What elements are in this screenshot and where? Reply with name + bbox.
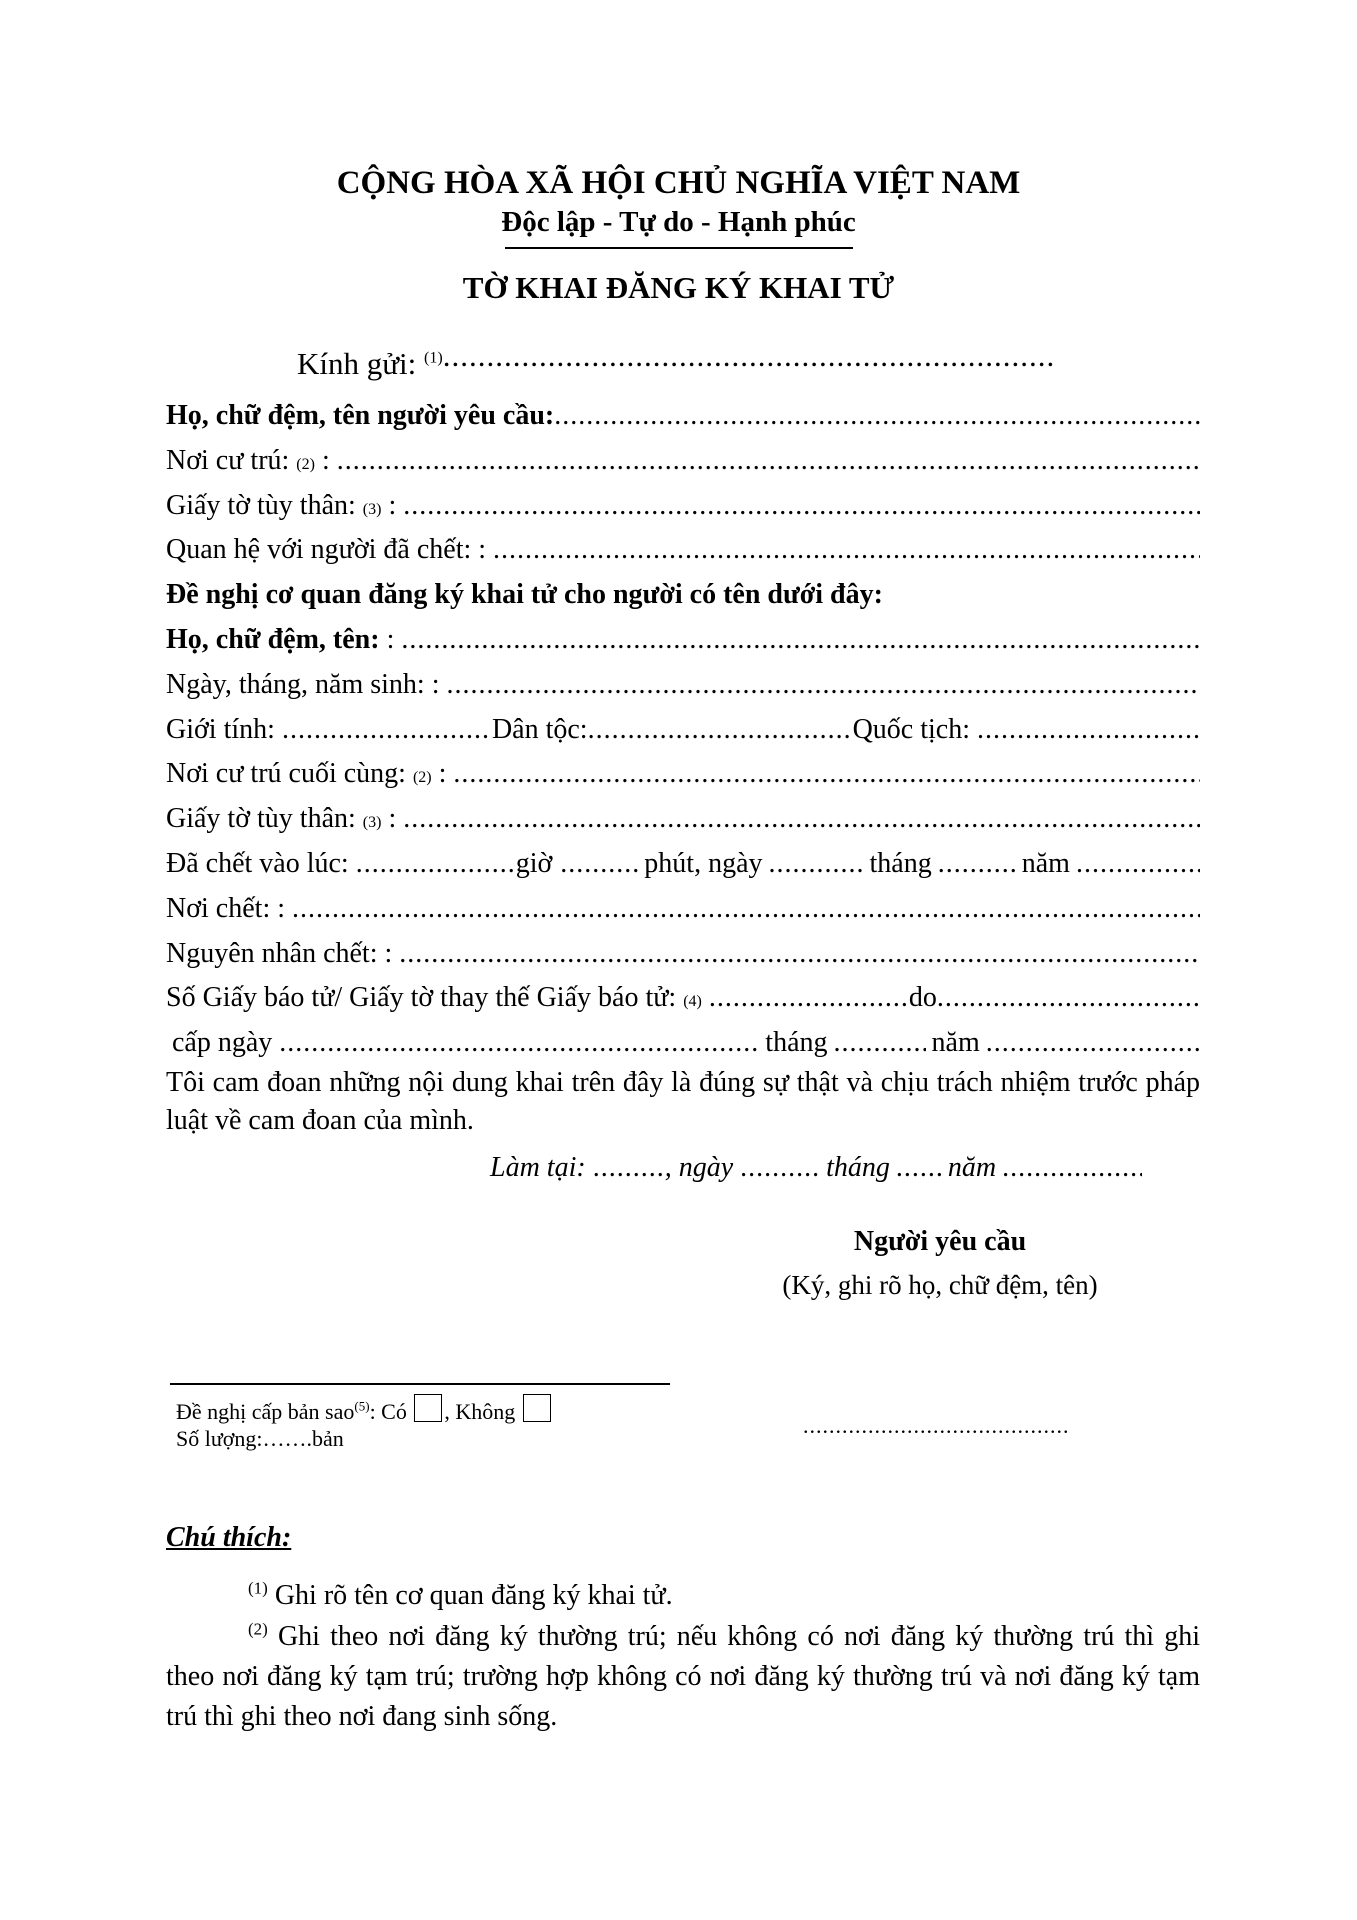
national-motto: Độc lập - Tự do - Hạnh phúc [501, 206, 856, 238]
request-heading-row [166, 579, 1200, 624]
copy-request-line [176, 1394, 553, 1425]
copy-yes-label: : Có [369, 1399, 407, 1424]
form-title: TỜ KHAI ĐĂNG KÝ KHAI TỬ [462, 270, 895, 305]
minute-day-label: phút, ngày [644, 847, 763, 879]
issued-by-field[interactable] [937, 982, 1200, 1014]
relation-label: Quan hệ với người đã chết: : [166, 534, 487, 566]
national-header [0, 163, 1357, 249]
death-time-label: Đã chết vào lúc: [166, 847, 349, 879]
note-item-2 [166, 1617, 1200, 1737]
recipient-note: (1) [424, 349, 443, 367]
death-time-row [166, 848, 1200, 893]
requester-name-field[interactable] [554, 400, 1200, 432]
gender-field[interactable] [282, 714, 492, 746]
note-item-1 [166, 1576, 1200, 1616]
national-title: CỘNG HÒA XÃ HỘI CHỦ NGHĨA VIỆT NAM [336, 165, 1021, 201]
cause-row [166, 938, 1200, 983]
made-at-field[interactable] [593, 1152, 665, 1184]
death-hour-field[interactable] [356, 848, 516, 880]
notes-title: Chú thích: [166, 1522, 292, 1553]
requester-id-label: Giấy tờ tùy thân: [166, 489, 356, 521]
relation-field[interactable] [493, 534, 1200, 566]
note-1-text: Ghi rõ tên cơ quan đăng ký khai tử. [267, 1580, 673, 1611]
death-place-label: Nơi chết: : [166, 892, 285, 924]
death-year-field[interactable] [1076, 848, 1200, 880]
recipient-label: Kính gửi: [297, 346, 417, 381]
death-place-row [166, 893, 1200, 938]
hour-label: giờ [515, 847, 553, 879]
ethnicity-label: Dân tộc: [491, 713, 588, 745]
last-residence-row: Nơi cư trú cuối cùng: (2) : ..... [166, 758, 1200, 803]
requester-residence-field[interactable] [337, 445, 1200, 477]
note-2-marker: (2) [248, 1619, 268, 1639]
requester-name-row: Họ, chữ đệm, tên người yêu cầu : ..... [166, 400, 1200, 445]
request-heading: Đề nghị cơ quan đăng ký khai tử cho người có tên dưới đây: [166, 579, 883, 611]
death-month-field[interactable] [938, 848, 1016, 880]
issue-year-field[interactable] [986, 1027, 1200, 1059]
recipient-line [297, 338, 1053, 382]
day-label: , ngày [664, 1152, 734, 1183]
note-2-text: Ghi theo nơi đăng ký thường trú; nếu không có nơi đăng ký thường trú thì ghi theo nơi đăng ký tạm trú; trường hợp không có nơi đăng ký thường trú và nơi đăng ký tạm trú thì ghi theo nơi đang sinh sống. [166, 1621, 1200, 1732]
issue-day-field[interactable] [279, 1027, 759, 1059]
cause-field[interactable] [399, 938, 1200, 970]
last-residence-label: Nơi cư trú cuối cùng: [166, 758, 406, 790]
relation-row [166, 534, 1200, 579]
last-residence-field[interactable] [453, 758, 1200, 790]
sign-month-label: tháng [826, 1152, 890, 1183]
declaration-text: Tôi cam đoan những nội dung khai trên đây là đúng sự thật và chịu trách nhiệm trước pháp luật về cam đoan của mình. [166, 1067, 1200, 1136]
copy-no-label: , Không [444, 1399, 516, 1424]
copy-request-label: Đề nghị cấp bản sao [176, 1399, 355, 1424]
requester-name-label: Họ, chữ đệm, tên người yêu cầu [166, 400, 545, 431]
requester-residence-row: Nơi cư trú: (2) : ..... [166, 445, 1200, 490]
nationality-field[interactable] [977, 714, 1200, 746]
deceased-name-field[interactable] [401, 624, 1200, 656]
copy-no-checkbox[interactable] [523, 1394, 551, 1422]
gender-ethnicity-nationality-row [166, 714, 1200, 759]
signature-field[interactable] [803, 1413, 1069, 1439]
issue-year-label: năm [931, 1027, 980, 1059]
sign-year-field[interactable] [1002, 1152, 1142, 1184]
certificate-label: Số Giấy báo tử/ Giấy tờ thay thế Giấy báo tử: [166, 982, 677, 1014]
dob-row [166, 669, 1200, 714]
issue-date-label: cấp ngày [172, 1027, 273, 1059]
copy-yes-checkbox[interactable] [414, 1394, 442, 1422]
form-fields [166, 400, 1200, 1072]
cause-label: Nguyên nhân chết: : [166, 937, 393, 969]
made-at-label: Làm tại: [490, 1152, 586, 1183]
sign-day-field[interactable] [740, 1152, 820, 1184]
requester-id-row: Giấy tờ tùy thân: (3) : ..... [166, 490, 1200, 535]
issue-month-field[interactable] [834, 1027, 926, 1059]
dob-label: Ngày, tháng, năm sinh: : [166, 668, 440, 700]
year-label: năm [1021, 847, 1070, 879]
deceased-name-label: Họ, chữ đệm, tên: [166, 623, 380, 655]
certificate-row: Số Giấy báo tử/ Giấy tờ thay thế Giấy báo tử: (4) ..... do ..... [166, 982, 1200, 1027]
nationality-label: Quốc tịch: [852, 713, 970, 745]
deceased-name-row: Họ, chữ đệm, tên: : ..... [166, 624, 1200, 669]
recipient-field[interactable] [443, 338, 1053, 374]
copy-request-note: (5) [354, 1398, 370, 1414]
dob-field[interactable] [446, 669, 1200, 701]
requester-residence-label: Nơi cư trú: [166, 444, 290, 476]
sign-year-label: năm [947, 1152, 997, 1183]
sign-month-field[interactable] [896, 1152, 942, 1184]
death-place-field[interactable] [292, 893, 1200, 925]
gender-label: Giới tính: [166, 713, 275, 745]
requester-id-field[interactable] [403, 490, 1200, 522]
deceased-id-label: Giấy tờ tùy thân: [166, 803, 356, 835]
signer-title: Người yêu cầu [853, 1226, 1027, 1257]
month-label: tháng [869, 847, 932, 879]
death-day-field[interactable] [769, 848, 864, 880]
separator-line [170, 1383, 670, 1385]
place-date-line [490, 1152, 1170, 1184]
death-minute-field[interactable] [560, 848, 638, 880]
ethnicity-field[interactable] [588, 714, 853, 746]
copy-quantity[interactable]: Số lượng:…….bản [176, 1426, 344, 1451]
issued-by-label: do [908, 982, 937, 1014]
issue-month-label: tháng [765, 1027, 828, 1059]
note-1-marker: (1) [248, 1578, 268, 1598]
signer-note: (Ký, ghi rõ họ, chữ đệm, tên) [782, 1270, 1098, 1300]
motto-underline [505, 247, 853, 249]
deceased-id-row: Giấy tờ tùy thân: (3) : ..... [166, 803, 1200, 848]
deceased-id-field[interactable] [403, 803, 1200, 835]
certificate-number-field[interactable] [709, 982, 909, 1014]
